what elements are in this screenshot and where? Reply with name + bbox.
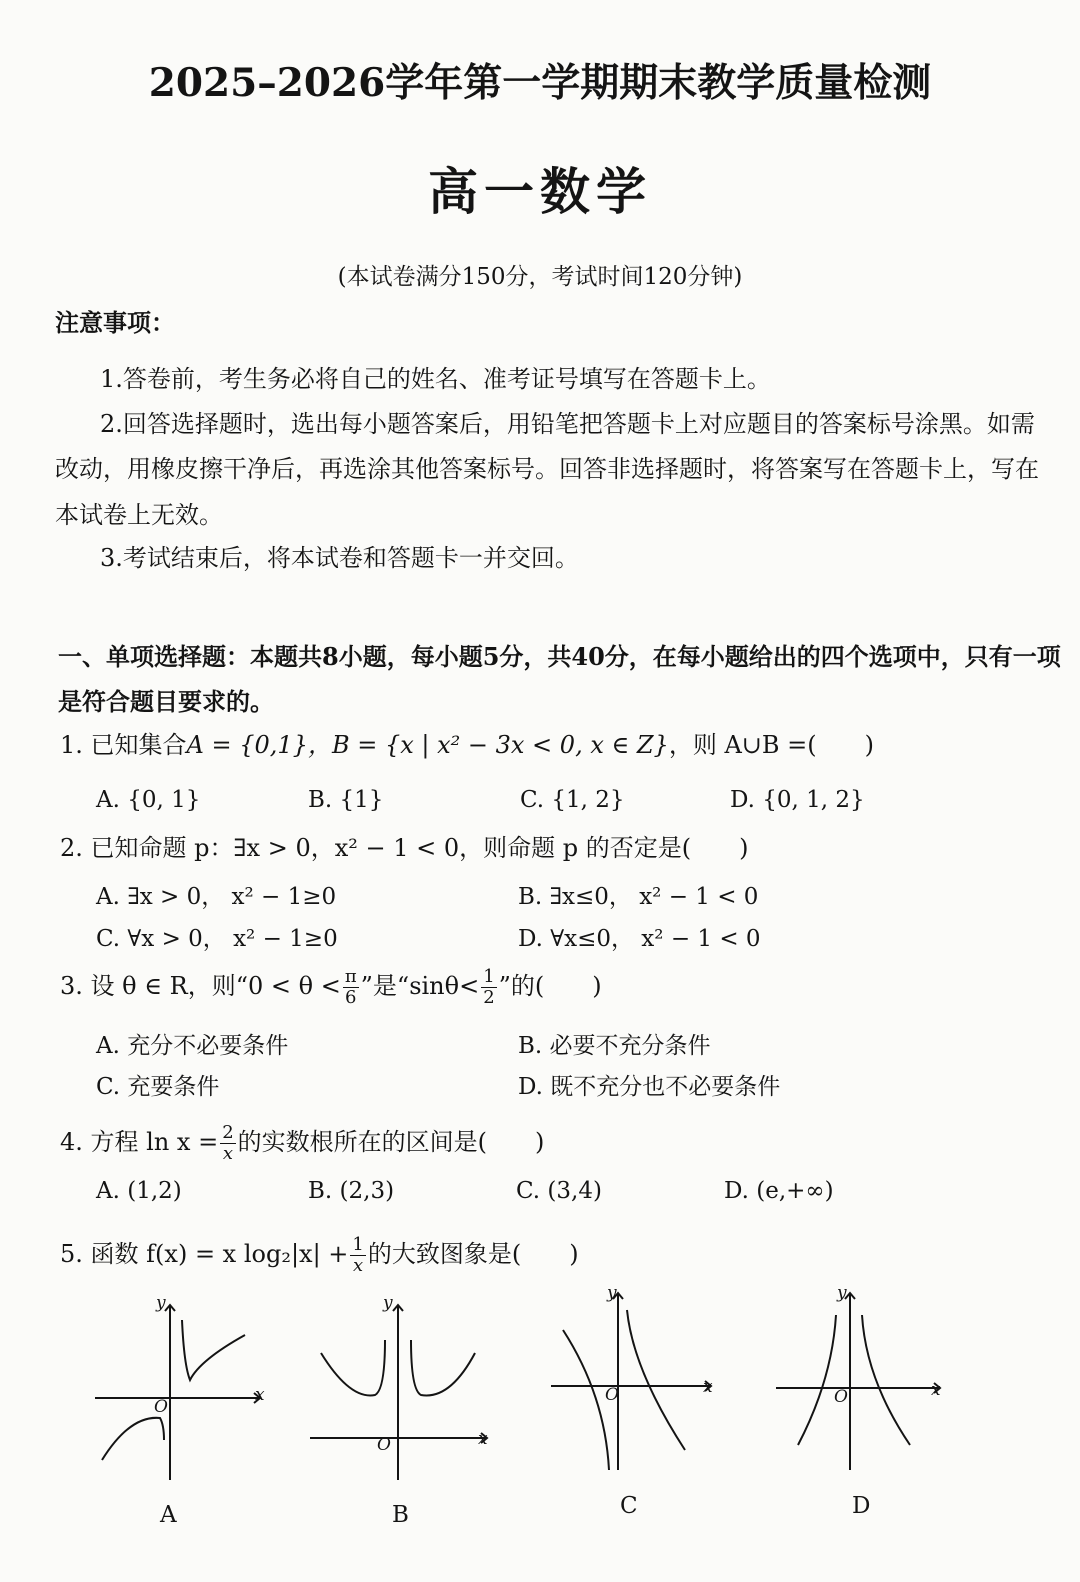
graph-b: [305, 1290, 505, 1490]
fraction-one-half: $\frac{1}{2}$: [483, 966, 495, 1008]
fraction-1-over-x: $\frac{1}{x}$: [352, 1234, 364, 1276]
q3-option-c: C. 充要条件: [96, 1074, 220, 1100]
question-5-stem: [60, 1230, 579, 1278]
question-4-stem: [60, 1118, 544, 1166]
notice-item-2-line3: 本试卷上无效。: [55, 501, 223, 529]
math-set-b: ，B = {x | x² − 3x < 0, x ∈ Z}: [307, 731, 669, 759]
question-2-stem: [60, 825, 749, 871]
curve-left-branch: [798, 1315, 836, 1445]
curve-right-branch: [627, 1310, 685, 1450]
q1-option-b: B. {1}: [308, 787, 384, 813]
question-text: ”是“sinθ<: [360, 972, 480, 1000]
question-text: ”的( ): [498, 972, 602, 1000]
notice-item-3: 3.考试结束后，将本试卷和答题卡一并交回。: [100, 544, 579, 572]
question-number: 2.: [60, 834, 83, 862]
q1-option-a: A. {0, 1}: [96, 787, 201, 813]
notice-heading: 注意事项：: [55, 308, 175, 337]
axis-y-label: y: [383, 1293, 393, 1313]
curve-left-branch: [563, 1330, 609, 1470]
q3-option-a: A. 充分不必要条件: [96, 1033, 289, 1059]
origin-label: O: [605, 1385, 619, 1405]
axis-x-label: x: [931, 1380, 941, 1400]
section-1-heading-line1: 一、单项选择题：本题共8小题，每小题5分，共40分，在每小题给出的四个选项中，只有一项: [58, 642, 1061, 671]
graph-a-label: A: [160, 1502, 177, 1528]
fraction-2-over-x: $\frac{2}{x}$: [222, 1122, 234, 1164]
q3-option-d: D. 既不充分也不必要条件: [518, 1074, 781, 1100]
question-text: ，则 A∪B =( ): [668, 731, 875, 759]
curve-right-branch: [411, 1340, 475, 1395]
question-text: 已知命题 p：∃x > 0，x² − 1 < 0，则命题 p 的否定是( ): [90, 834, 749, 862]
q2-option-d: D. ∀x≤0， x² − 1 < 0: [518, 926, 761, 952]
curve-right-branch: [182, 1320, 245, 1380]
q4-option-d: D. (e,+∞): [724, 1178, 834, 1204]
graph-b-label: B: [392, 1502, 409, 1528]
axis-x-label: x: [478, 1429, 488, 1449]
question-text: 的大致图象是( ): [367, 1240, 579, 1268]
graph-c: [545, 1285, 725, 1485]
section-1-heading-line2: 是符合题目要求的。: [58, 687, 274, 716]
graph-d-label: D: [852, 1493, 871, 1519]
axis-y-label: y: [156, 1293, 166, 1313]
axis-x-label: x: [703, 1377, 713, 1397]
notice-item-2-line2: 改动，用橡皮擦干净后，再选涂其他答案标号。回答非选择题时，将答案写在答题卡上，写在: [55, 455, 1039, 483]
question-text: 方程 ln x =: [90, 1128, 219, 1156]
q3-option-b: B. 必要不充分条件: [518, 1033, 711, 1059]
math-set-a: A = {0,1}: [186, 731, 308, 759]
question-number: 1.: [60, 731, 83, 759]
question-text: 已知集合: [90, 731, 187, 759]
exam-info: (本试卷满分150分，考试时间120分钟): [337, 264, 743, 290]
q2-option-b: B. ∃x≤0， x² − 1 < 0: [518, 884, 759, 910]
q4-option-b: B. (2,3): [308, 1178, 395, 1204]
curve-left-branch: [321, 1340, 385, 1395]
notice-item-1: 1.答卷前，考生务必将自己的姓名、准考证号填写在答题卡上。: [100, 365, 771, 393]
origin-label: O: [377, 1435, 391, 1455]
q1-option-d: D. {0, 1, 2}: [730, 787, 865, 813]
axis-y-label: y: [837, 1285, 847, 1303]
origin-label: O: [834, 1387, 848, 1407]
q4-option-c: C. (3,4): [516, 1178, 602, 1204]
q2-option-a: A. ∃x > 0， x² − 1≥0: [96, 884, 337, 910]
question-text: 的实数根所在的区间是( ): [237, 1128, 545, 1156]
fraction-pi-over-6: $\frac{\pi}{6}$: [344, 966, 357, 1008]
question-number: 5.: [60, 1240, 83, 1268]
question-number: 4.: [60, 1128, 83, 1156]
question-1-stem: [60, 722, 874, 768]
graph-c-label: C: [620, 1493, 638, 1519]
question-number: 3.: [60, 972, 83, 1000]
q4-option-a: A. (1,2): [96, 1178, 182, 1204]
question-text: 函数 f(x) = x log₂|x| +: [90, 1240, 349, 1268]
exam-title: 2025–2026学年第一学期期末教学质量检测: [148, 60, 932, 106]
question-text: 设 θ ∈ R，则“0 < θ <: [90, 972, 341, 1000]
origin-label: O: [154, 1397, 168, 1417]
curve-left-branch: [102, 1418, 164, 1460]
axis-y-label: y: [607, 1285, 617, 1303]
graph-d: [770, 1285, 950, 1485]
q1-option-c: C. {1, 2}: [520, 787, 625, 813]
curve-right-branch: [862, 1315, 910, 1445]
axis-x-label: x: [255, 1385, 265, 1405]
question-3-stem: [60, 962, 602, 1010]
subject-title: 高一数学: [428, 162, 652, 221]
q2-option-c: C. ∀x > 0， x² − 1≥0: [96, 926, 338, 952]
graph-a: [90, 1290, 280, 1490]
notice-item-2-line1: 2.回答选择题时，选出每小题答案后，用铅笔把答题卡上对应题目的答案标号涂黑。如需: [100, 410, 1035, 438]
